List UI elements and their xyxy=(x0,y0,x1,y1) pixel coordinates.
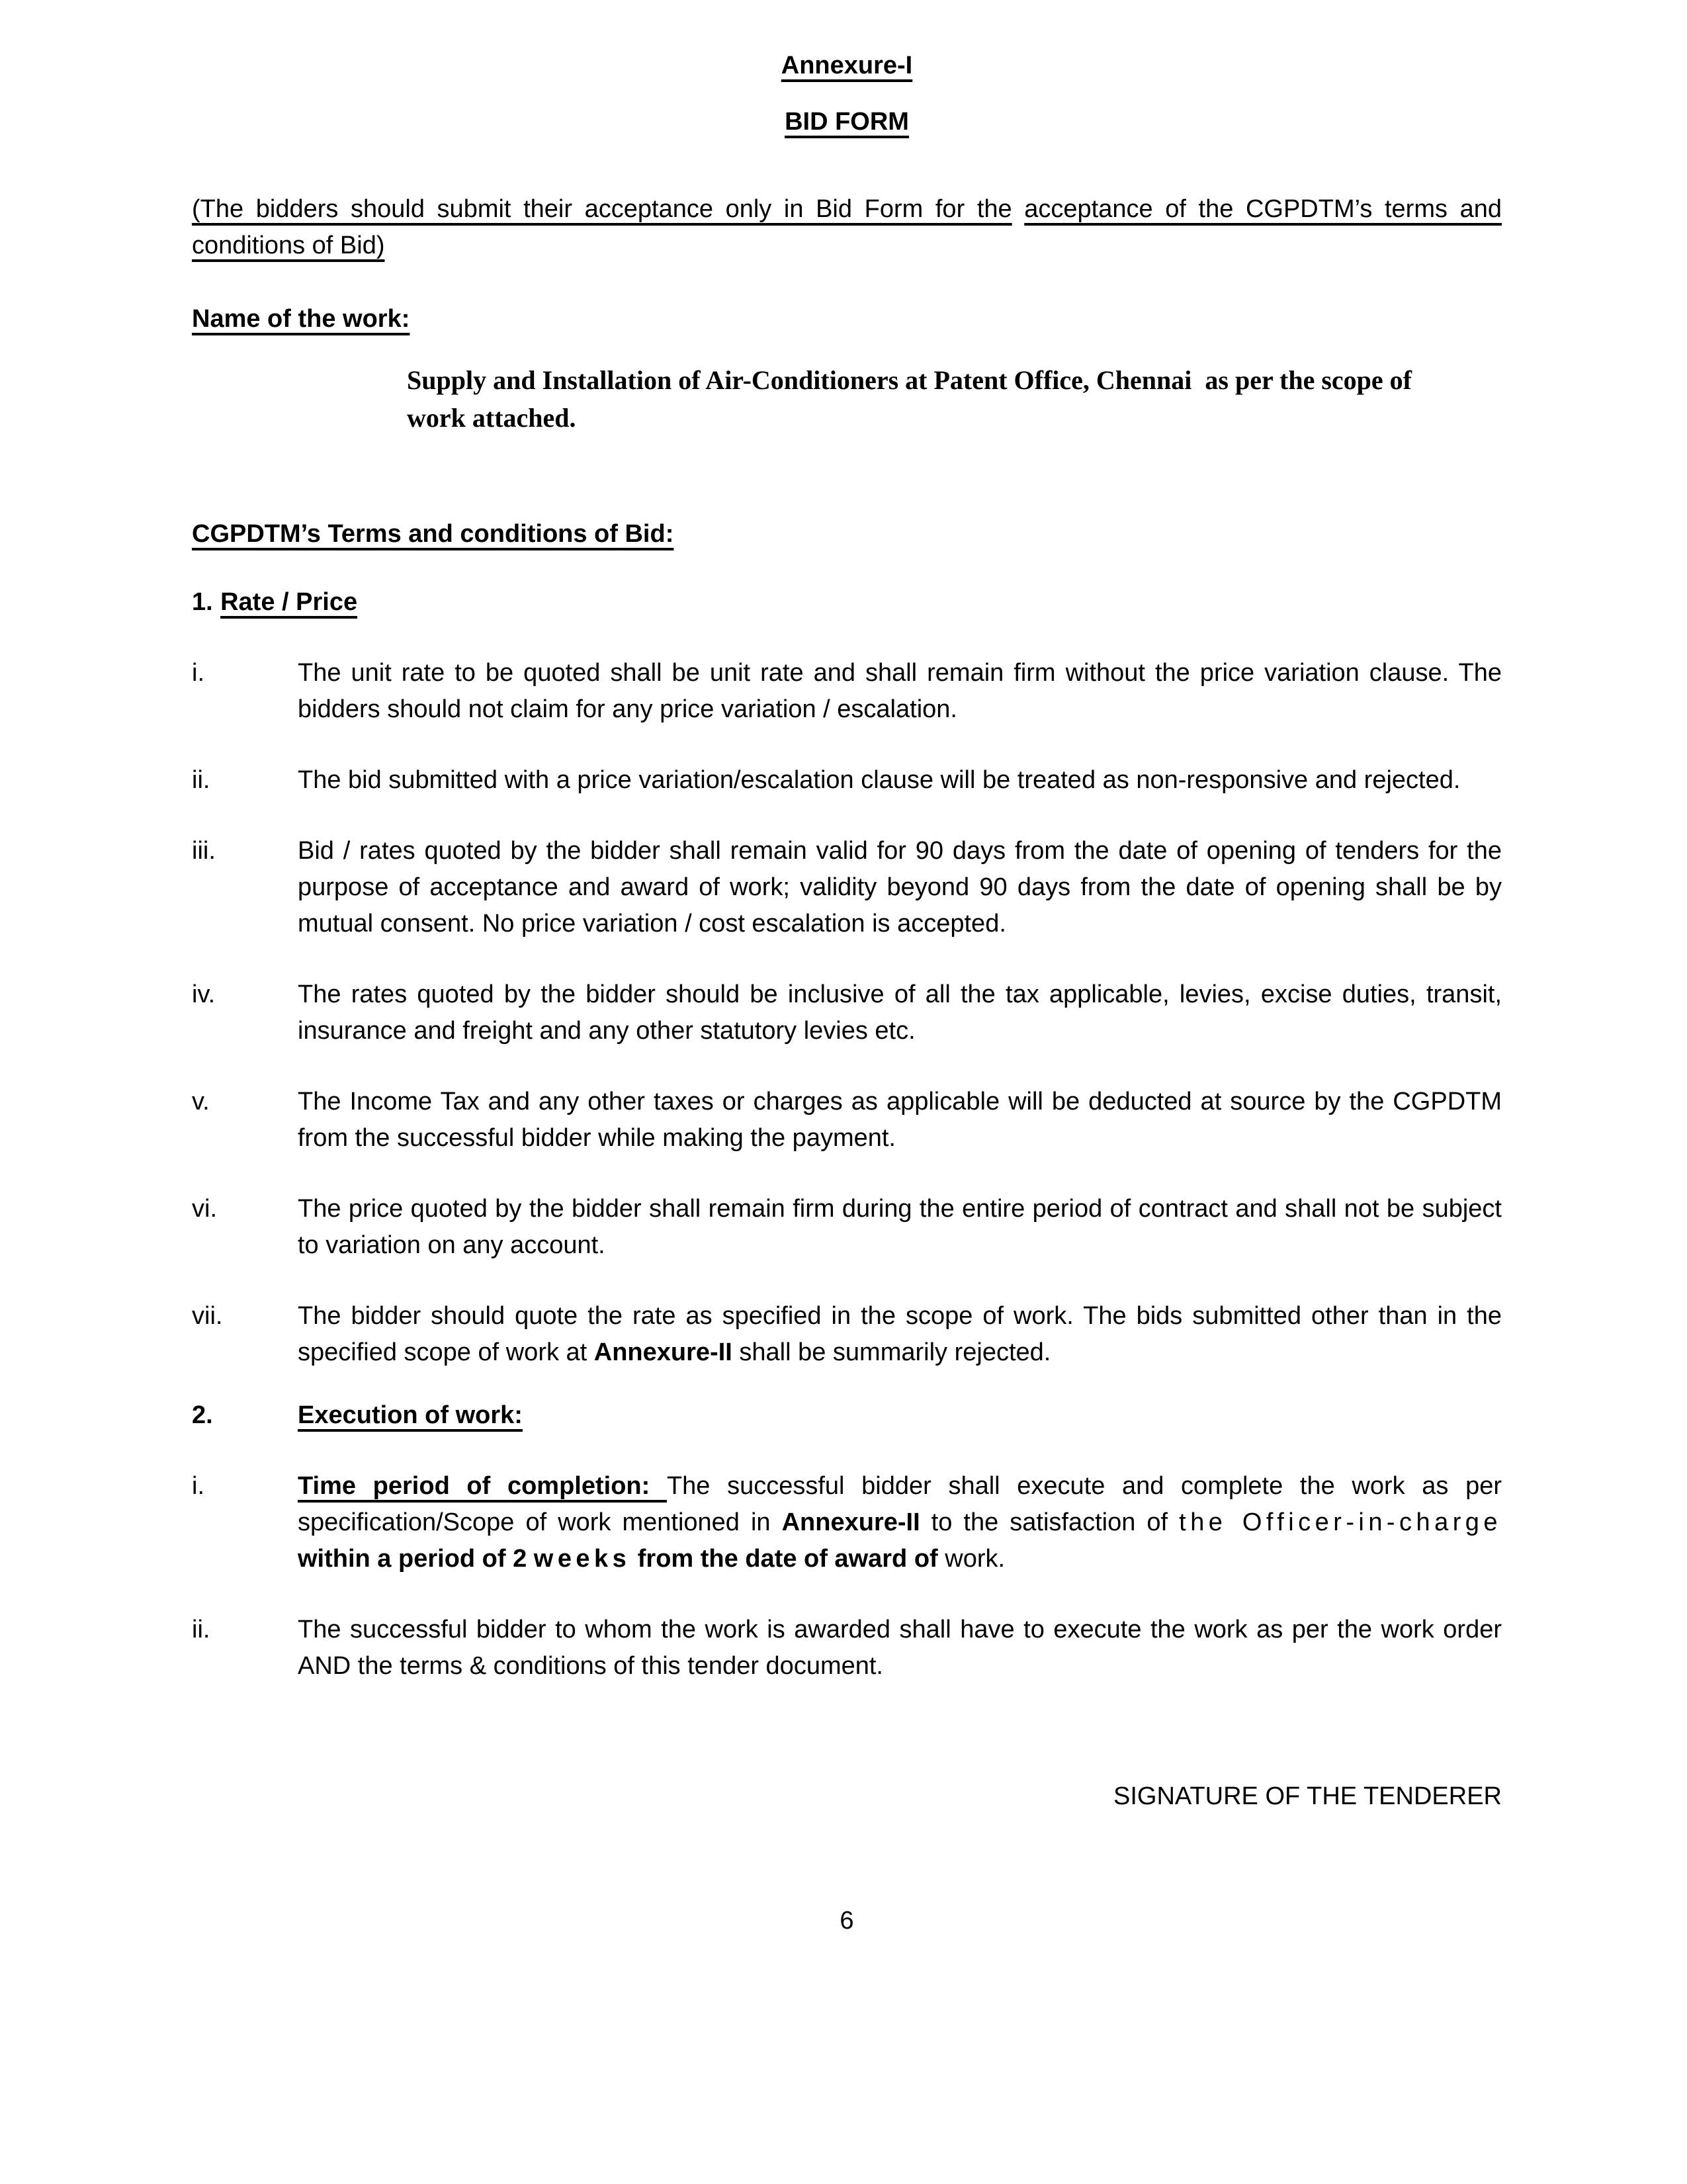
section1-heading xyxy=(192,584,1502,621)
text-segment: Bid / rates quoted by the bidder shall remain valid for 90 days from the date of opening of tenders for the purpose of acceptance and award of work; validity beyond 90 days from the date of opening shall be by mutual consent. No price variation / cost escalation is accepted. xyxy=(298,837,1502,938)
text-segment: The rates quoted by the bidder should be inclusive of all the tax applicable, levies, excise duties, transit, insurance and freight and any other statutory levies etc. xyxy=(298,981,1502,1045)
term-item-text xyxy=(298,655,1502,728)
term-item xyxy=(192,1468,1502,1577)
text-segment: weeks xyxy=(533,1545,631,1573)
page-number: 6 xyxy=(840,1907,854,1935)
term-item-text xyxy=(298,1298,1502,1371)
term-item xyxy=(192,1191,1502,1264)
term-item-text xyxy=(298,1468,1502,1577)
term-item-label: ii. xyxy=(192,1616,210,1643)
term-item-label: i. xyxy=(192,659,204,687)
section2-number: 2. xyxy=(192,1401,213,1429)
form-title: BID FORM xyxy=(785,108,909,136)
text-segment: Annexure-II xyxy=(781,1508,920,1536)
text-segment: to the satisfaction of xyxy=(920,1508,1180,1536)
annexure-title: Annexure-I xyxy=(781,52,913,79)
name-of-work-heading: Name of the work: xyxy=(192,305,410,333)
term-item xyxy=(192,1298,1502,1371)
term-item xyxy=(192,977,1502,1049)
term-item xyxy=(192,762,1502,799)
term-item-text xyxy=(298,977,1502,1049)
text-segment: work. xyxy=(937,1545,1006,1573)
term-item-label: iii. xyxy=(192,837,216,865)
work-name-text: Supply and Installation of Air-Conditioners at Patent Office, Chennai as per the scope of work attached. xyxy=(407,365,1418,433)
text-segment: The bidder should quote the rate as specified in the scope of work. The bids submitted other than in the specified scope of work at xyxy=(298,1302,1502,1366)
term-item xyxy=(192,833,1502,942)
text-segment: The price quoted by the bidder shall remain firm during the entire period of contract and shall not be subject to variation on any account. xyxy=(298,1195,1502,1259)
section2-title: Execution of work: xyxy=(298,1401,523,1429)
term-item-text xyxy=(298,833,1502,942)
text-segment: shall be summarily rejected. xyxy=(732,1338,1051,1366)
term-item-label: ii. xyxy=(192,766,210,794)
text-segment: The successful bidder shall execute and complete the work as per specification/Scope of work mentioned in xyxy=(298,1472,1502,1536)
text-segment: The successful bidder to whom the work is awarded shall have to execute the work as per the work order AND the terms & conditions of this tender document. xyxy=(298,1616,1502,1680)
term-item xyxy=(192,1612,1502,1684)
term-item-label: vii. xyxy=(192,1302,223,1330)
text-segment: Annexure-II xyxy=(593,1338,732,1366)
text-segment: from the date of award of xyxy=(630,1545,938,1573)
term-item-text xyxy=(298,1084,1502,1157)
text-segment: The Income Tax and any other taxes or charges as applicable will be deducted at source by the CGPDTM from the successful bidder while making the payment. xyxy=(298,1088,1502,1152)
term-item-text xyxy=(298,762,1502,799)
term-item-label: iv. xyxy=(192,981,216,1008)
term-item-text xyxy=(298,1191,1502,1264)
text-segment: acceptance of the CGPDTM’s terms and conditions of Bid) xyxy=(192,195,1502,259)
text-segment: (The bidders should submit their acceptance only in Bid Form for the xyxy=(192,195,1012,223)
section1-title: Rate / Price xyxy=(220,588,358,616)
text-segment: within a period of 2 xyxy=(298,1545,534,1573)
section1-number: 1. xyxy=(192,588,213,616)
text-segment: Time period of completion: xyxy=(298,1472,667,1500)
intro-note xyxy=(192,191,1502,264)
term-item xyxy=(192,1084,1502,1157)
term-item xyxy=(192,655,1502,728)
text-segment: The unit rate to be quoted shall be unit rate and shall remain firm without the price variation clause. The bidders should not claim for any price variation / escalation. xyxy=(298,659,1502,723)
terms-heading: CGPDTM’s Terms and conditions of Bid: xyxy=(192,520,674,548)
signature-line: SIGNATURE OF THE TENDERER xyxy=(1113,1782,1502,1810)
text-segment xyxy=(1012,195,1025,223)
term-item-label: i. xyxy=(192,1472,204,1500)
term-item-label: vi. xyxy=(192,1195,217,1223)
text-segment: the Officer-in-charge xyxy=(1179,1508,1502,1536)
text-segment: The bid submitted with a price variation/escalation clause will be treated as non-responsive and rejected. xyxy=(298,766,1461,794)
term-item-text xyxy=(298,1612,1502,1684)
term-item-label: v. xyxy=(192,1088,210,1115)
section2-heading xyxy=(192,1397,1502,1434)
